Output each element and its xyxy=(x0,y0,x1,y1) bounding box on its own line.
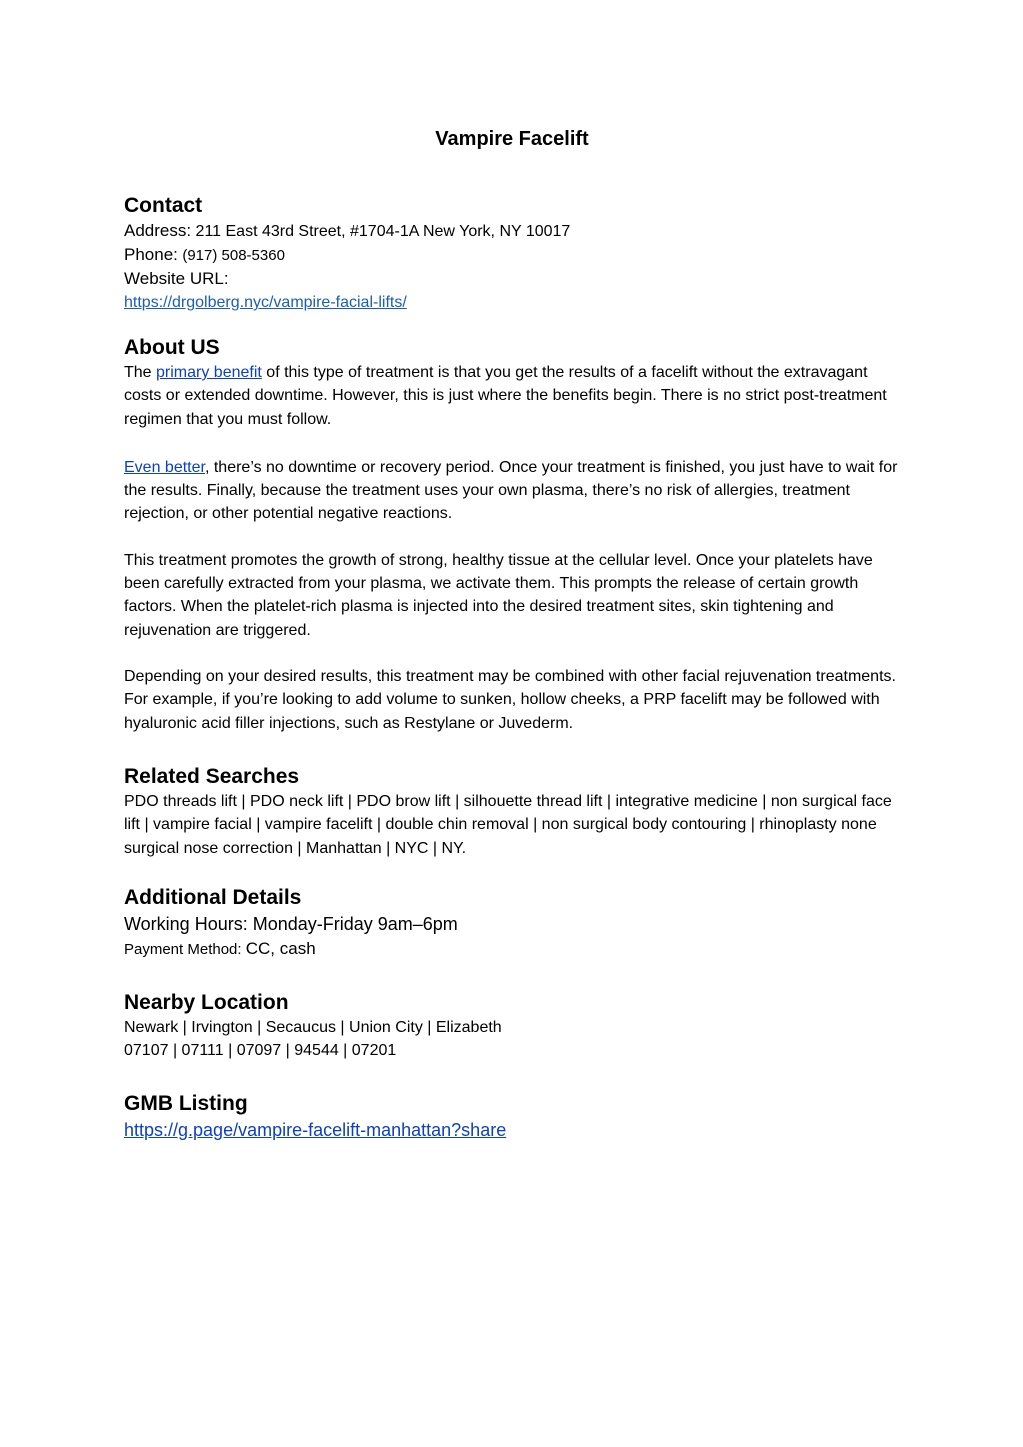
about-paragraph-1 xyxy=(124,361,900,431)
address-value: 211 East 43rd Street, #1704-1A New York, NY 10017 xyxy=(195,223,571,240)
nearby-zips: 07107 | 07111 | 07097 | 94544 | 07201 xyxy=(124,1042,397,1059)
contact-section xyxy=(124,193,900,314)
nearby-cities: Newark | Irvington | Secaucus | Union City | Elizabeth xyxy=(124,1019,502,1036)
working-hours: Working Hours: Monday-Friday 9am–6pm xyxy=(124,914,458,934)
contact-heading: Contact xyxy=(124,194,203,217)
gmb-url-line xyxy=(124,1117,900,1143)
about-section xyxy=(124,335,900,735)
payment-value: CC, cash xyxy=(245,939,316,958)
about-paragraph-3: This treatment promotes the growth of strong, healthy tissue at the cellular level. Once your platelets have been carefully extracted from your plasma, we activate them. This prompts the release of certain growth factors. When the platelet-rich plasma is injected into the desired treatment sites, skin tightening and rejuvenation are triggered. xyxy=(124,551,873,639)
gmb-heading: GMB Listing xyxy=(124,1092,248,1115)
gmb-link[interactable]: https://g.page/vampire-facelift-manhattan?share xyxy=(124,1120,507,1140)
about-p2-text: , there’s no downtime or recovery period. Once your treatment is finished, you just have to wait for the results. Finally, because the treatment uses your own plasma, there’s no risk of allergies, treatment rejection, or other potential negative reactions. xyxy=(124,458,898,523)
nearby-section xyxy=(124,990,900,1062)
website-url-line xyxy=(124,291,900,314)
about-paragraph-2 xyxy=(124,456,900,526)
primary-benefit-link[interactable]: primary benefit xyxy=(156,364,262,381)
address-label: Address: xyxy=(124,221,192,240)
about-paragraph-4: Depending on your desired results, this treatment may be combined with other facial rejuvenation treatments. For example, if you’re looking to add volume to sunken, hollow cheeks, a PRP facelift may be followed with hyaluronic acid filler injections, such as Restylane or Juvederm. xyxy=(124,667,896,732)
details-section xyxy=(124,885,900,961)
gmb-section xyxy=(124,1091,900,1143)
website-label-line xyxy=(124,267,900,291)
even-better-link[interactable]: Even better xyxy=(124,458,205,476)
website-label: Website URL: xyxy=(124,269,229,288)
about-p1-text-end: of this type of treatment is that you get the results of a facelift without the extravagant costs or extended downtime. However, this is just where the benefits begin. There is no strict post-treatment regimen that you must follow. xyxy=(124,364,887,428)
address-line xyxy=(124,219,900,243)
payment-line xyxy=(124,937,900,961)
related-heading: Related Searches xyxy=(124,765,300,788)
about-p1-text-start: The xyxy=(124,364,157,381)
payment-label: Payment Method: xyxy=(124,941,246,958)
about-heading: About US xyxy=(124,336,220,359)
phone-label: Phone: xyxy=(124,245,178,264)
related-text: PDO threads lift | PDO neck lift | PDO brow lift | silhouette thread lift | integrative medicine | non surgical face lift | vampire facial | vampire facelift | double chin removal | non surgical body contouring | rhinoplasty none surgical nose correction | Manhattan | NYC | NY. xyxy=(124,793,892,857)
phone-line xyxy=(124,243,900,267)
details-heading: Additional Details xyxy=(124,886,302,909)
website-link[interactable]: https://drgolberg.nyc/vampire-facial-lifts/ xyxy=(124,294,407,311)
phone-value: (917) 508-5360 xyxy=(182,247,285,264)
document-title: Vampire Facelift xyxy=(435,128,589,150)
nearby-heading: Nearby Location xyxy=(124,991,289,1014)
related-section xyxy=(124,764,900,860)
